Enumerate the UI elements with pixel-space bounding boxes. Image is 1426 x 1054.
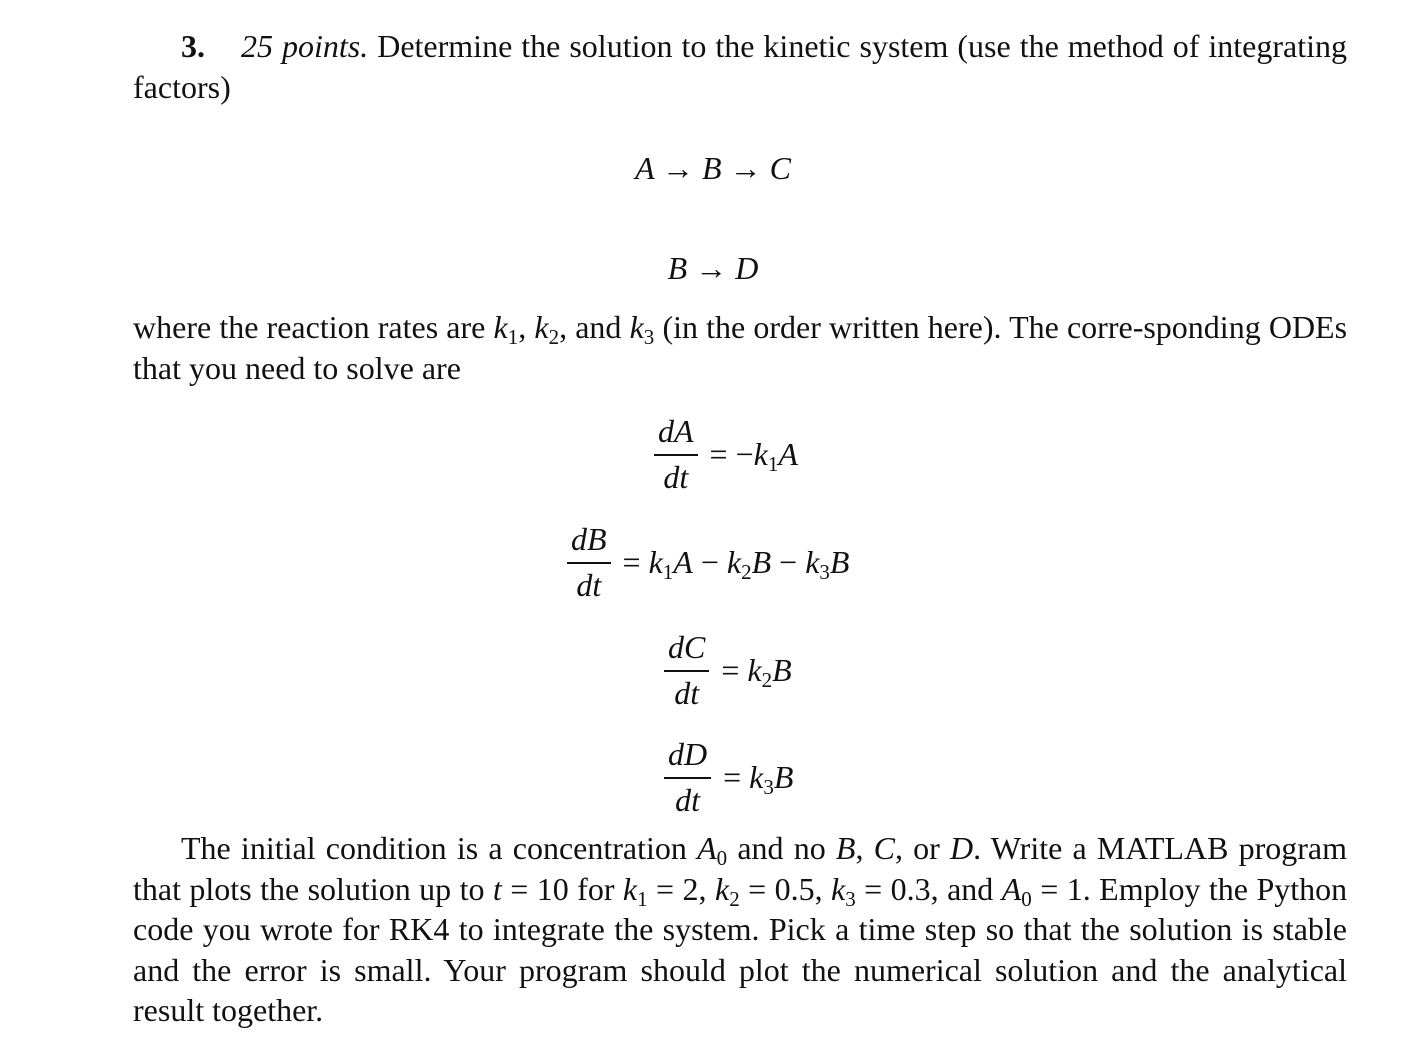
ode-dA-rhs: = $-k_1A$ [709,435,798,476]
ode-dC [664,630,792,710]
reaction-scheme-1: A → B → C [635,150,791,186]
ode-dA [654,414,798,494]
ode-dC-numerator: dC [668,629,706,665]
ode-dB-numerator: dB [571,521,607,557]
ode-dA-numerator: dA [658,413,694,449]
fraction-dA-dt [654,414,698,494]
closing-text-1: The initial condition is a concentration [181,830,687,866]
closing-paragraph: The initial condition is a concentration $A_0$ and no B, C, or D. Write a MATLAB program that plots the solution up to t = 10 for $k_1 = 2$, $k_2 = 0.5$, $k_3 = 0.3$, and $A_0 = 1$. Employ the Python code you wrote for RK4 to integrate the system. Pick a time step so that the solution is stable and the error is small. Your program should plot the numerical solution and the analytical result together. [133,830,1348,1028]
k3-value: 0.3 [890,870,931,907]
rates-paragraph: where the reaction rates are $k_1$, $k_2$, and $k_3$ (in the order written here). The corre-sponding ODEs that you need to solve are [133,309,1348,386]
ode-dC-denominator: dt [674,674,700,711]
k2-symbol: $k_2$ [534,309,560,349]
rates-text-before: where the reaction rates are [133,309,486,345]
k3-symbol: $k_3$ [629,309,655,349]
fraction-bar [567,562,611,564]
fraction-dD-dt [664,737,711,817]
reaction-scheme-2: B → D [667,250,759,286]
ode-dD-denominator: dt [675,781,700,818]
fraction-bar [664,777,711,779]
fraction-dB-dt [567,522,611,602]
rates-text-after: (in the order written here). The corre-sponding ODEs that you need to solve are [133,309,1348,386]
problem-intro: Determine the solution to the kinetic system (use the method of integrating factors) [133,28,1348,105]
fraction-dC-dt [664,630,709,710]
problem-number: 3. [181,28,205,64]
A0-symbol: $A_0$ [697,830,728,870]
ode-dC-rhs: = $k_2B$ [721,651,792,692]
ode-dD-numerator: dD [668,736,708,772]
k1-value: 2 [682,870,699,907]
problem-points: 25 points. [240,28,369,64]
ode-dA-denominator: dt [663,458,689,495]
ode-dB-denominator: dt [576,566,602,603]
closing-text-2: and no [737,830,826,866]
ode-dB [567,522,849,602]
problem-statement [133,26,1347,107]
closing-text-3: Write a MATLAB program that plots the solution up to [133,830,1348,907]
k1-symbol: $k_1$ [493,309,519,349]
fraction-bar [664,670,709,672]
t-value: 10 [536,870,569,907]
fraction-bar [654,454,698,456]
closing-text-4: Employ the Python code you wrote for RK4 to integrate the system. Pick a time step so that the solution is stable and the error is small. Your program should plot the numerical solution and the analytical result together. [133,870,1348,1028]
ode-dD [664,737,793,817]
A0-value: 1 [1066,870,1083,907]
ode-dD-rhs: = $k_3B$ [723,758,794,799]
ode-dB-rhs: = $k_1A - k_2B - k_3B$ [622,543,850,584]
k2-value: 0.5 [774,870,815,907]
